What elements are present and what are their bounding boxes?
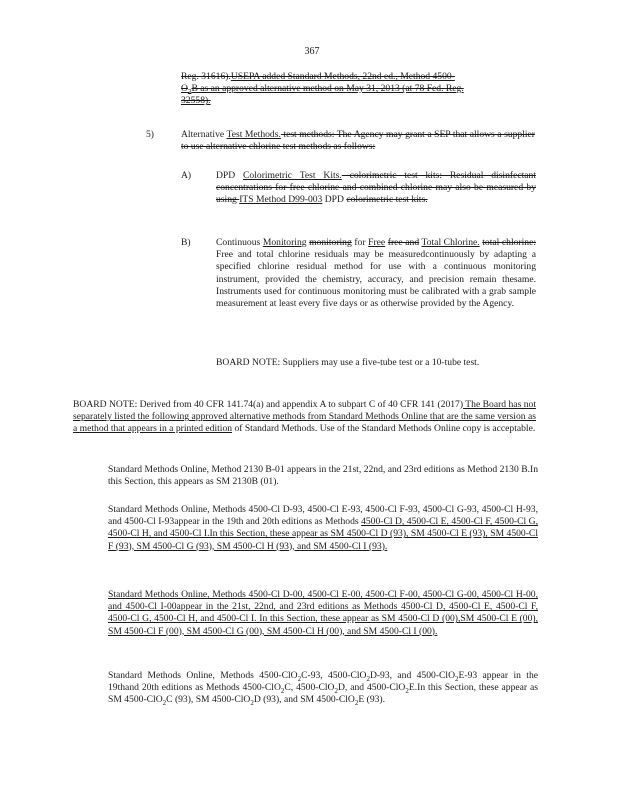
struck-text: $O_3B$ as an approved alternative method on May 31, 2013 (at 78 Fed. Reg. (181, 83, 464, 97)
item-5-text: Alternative Test Methods. test methods: The Agency may grant a SEP that allows a supplier to use alternative chlorine test methods as follows: (181, 129, 535, 153)
item-5-number: 5) (146, 129, 154, 140)
struck-text: 32558). (181, 95, 211, 107)
paragraph-4500-cl-00: Standard Methods Online, Methods 4500-Cl D-00, 4500-Cl E-00, 4500-Cl F-00, 4500-Cl G-00, 4500-Cl H-00, and 4500-Cl I-00appear in the 21st, 22nd, and 23rd editions as Methods 4500-Cl D, 4500-Cl E, 4500-Cl F, 4500-Cl G, 4500-Cl H, and 4500-Cl I. In this Section, these appear as SM 4500-Cl D (00),SM 4500-Cl E (00), SM 4500-Cl F (00), SM 4500-Cl G (00), SM 4500-Cl H (00), and SM 4500-Cl I (00). (108, 589, 538, 637)
item-b-number: B) (181, 237, 191, 248)
item-a-number: A) (181, 170, 192, 181)
item-b-board-note: BOARD NOTE: Suppliers may use a five-tube test or a 10-tube test. (216, 357, 480, 368)
paragraph-2130: Standard Methods Online, Method 2130 B-01 appears in the 21st, 22nd, and 23rd editions as Method 2130 B.In this Section, this appears as SM 2130B (01). (108, 464, 538, 488)
paragraph-4500-cl-93: Standard Methods Online, Methods 4500-Cl D-93, 4500-Cl E-93, 4500-Cl F-93, 4500-Cl G-93, 4500-Cl H-93, and 4500-Cl I-93appear in the 19th and 20th editions as Methods 4500-Cl D, 4500-Cl E, 4500-Cl F, 4500-Cl G, 4500-Cl H, and 4500-Cl I.In this Section, these appear as SM 4500-Cl D (93), SM 4500-Cl E (93), SM 4500-Cl F (93), SM 4500-Cl G (93), SM 4500-Cl H (93), and SM 4500-Cl I (93). (108, 504, 538, 552)
amendment-note (181, 71, 537, 108)
page-number: 367 (304, 46, 320, 57)
struck-text: USEPA added Standard Methods, 22nd ed., Method 4500- (230, 71, 455, 82)
paragraph-4500-clo2: Standard Methods Online, Methods 4500-ClO$_2$C-93, 4500-ClO$_2$D-93, and 4500-ClO$_2$E-93 appear in the 19thand 20th editions as Methods 4500-ClO$_2$C, 4500-ClO$_2$D, and 4500-ClO$_2$E.In this Section, these appear as SM 4500-ClO$_2$C (93), SM 4500-ClO$_2$D (93), and SM 4500-ClO$_2$E (93). (108, 670, 539, 708)
item-b-text: Continuous Monitoring monitoring for Free free and Total Chlorine. total chlorine: Free and total chlorine residuals may be measuredcontinuously by adapting a specified chlorine residual method for use with a continuous monitoring instrument, provided the chemistry, accuracy, and precision remain thesame. Instruments used for continuous monitoring must be calibrated with a grab sample measurement at least every five days or as otherwise provided by the Agency. (216, 237, 536, 310)
board-note: BOARD NOTE: Derived from 40 CFR 141.74(a) and appendix A to subpart C of 40 CFR 141 (2017) The Board has not separately listed the following approved alternative methods from Standard Methods Online that are the same version as a method that appears in a printed edition of Standard Methods. Use of the Standard Methods Online copy is acceptable. (73, 399, 536, 435)
item-a-text: DPD Colorimetric Test Kits. colorimetric test kits: Residual disinfectant concentrations for free chlorine and combined chlorine may also be measured by using ITS Method D99-003 DPD colorimetric test kits. (216, 170, 536, 206)
struck-text: Reg. 31616). (181, 71, 231, 82)
